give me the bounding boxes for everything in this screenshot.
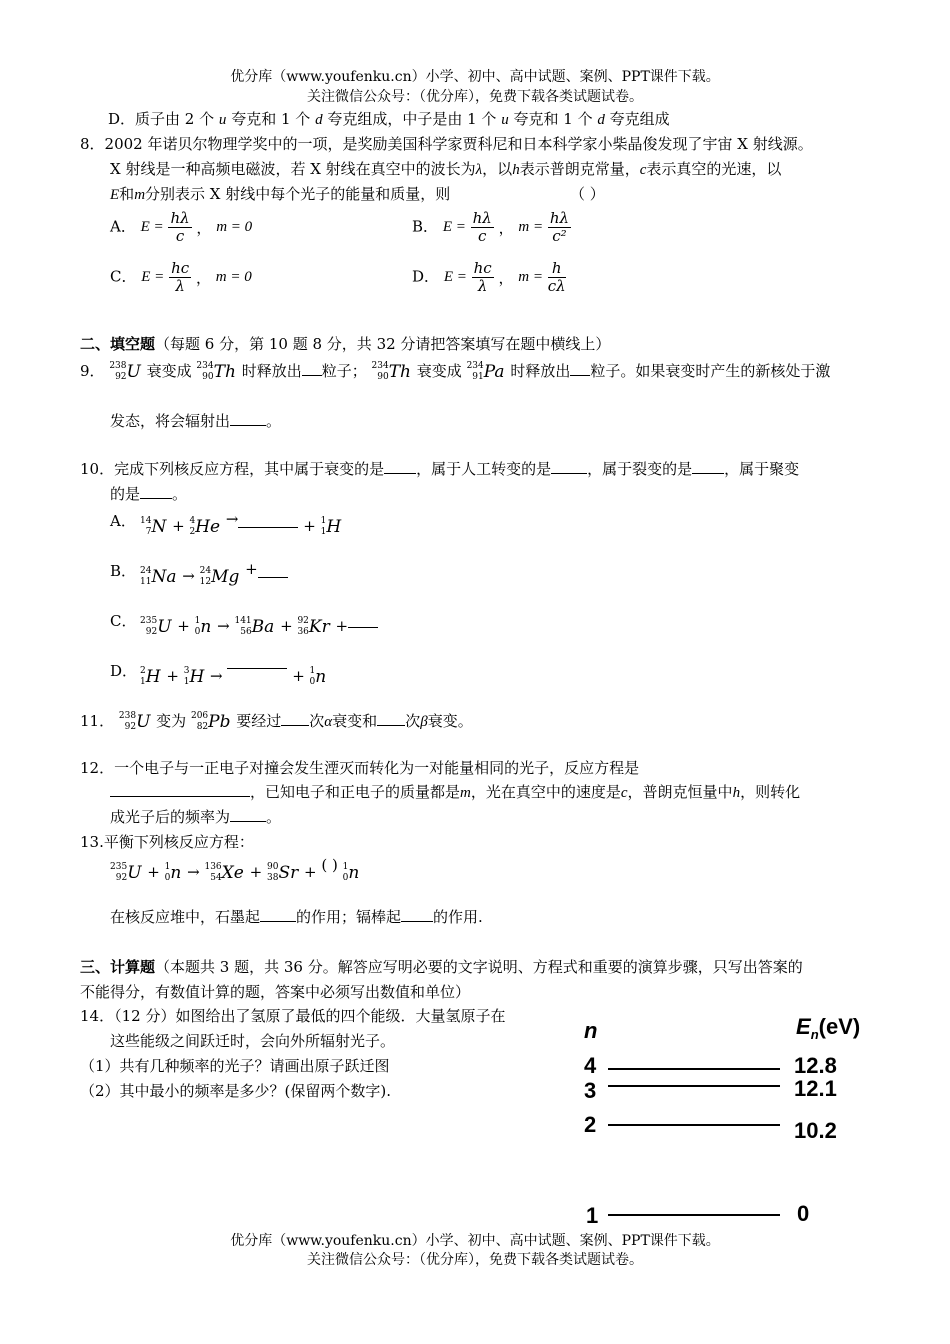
q13-title: 13.平衡下列核反应方程： (80, 833, 254, 851)
q12-line-2: ，已知电子和正电子的质量都是m，光在真空中的速度是c，普朗克恒量中h，则转化 (110, 781, 800, 802)
q8-option-b: B． E = $\frac{h\lambda}{c}$ ， m = $\frac{h\lambda}{\text{c²}}$ (412, 209, 570, 245)
footer-line-2: 关注微信公众号：（优分库），免费下载各类试题试卷。 (307, 1252, 643, 1268)
q8-line-3: E和m分别表示 X 射线中每个光子的能量和质量，则 (110, 185, 451, 203)
level-2-n: 2 (584, 1112, 597, 1137)
q10-reaction-d-eq: 2 1H + 3 1H → + 1 0n (140, 666, 327, 687)
diagram-n-label: n (584, 1018, 598, 1043)
q13-equation: 235 92U + 1 0n → 136 54Xe + 90 38Sr + ( ) 1 0n (110, 856, 360, 883)
q13-line-3: 在核反应堆中，石墨起 的作用；镉棒起 的作用. (110, 908, 483, 926)
q10-reaction-c: C． (110, 612, 137, 630)
q10-reaction-a: A． (110, 512, 136, 530)
level-4-energy: 12.8 (794, 1053, 837, 1078)
q8-option-a: A． E = $\frac{h\lambda}{c}$ ， m = 0 (110, 209, 253, 245)
q11: 11． 238 92U 变为 206 82Pb 要经过 次α衰变和 次β衰变。 (80, 711, 473, 732)
level-3-n: 3 (584, 1078, 597, 1103)
level-1-energy: 0 (797, 1201, 810, 1226)
q8-line-1: 8．2002 年诺贝尔物理学奖中的一项，是奖励美国科学家贾科尼和日本科学家小柴晶俊发现了宇宙 X 射线源。 (80, 135, 813, 153)
isotope-th234: 234 90Th (196, 361, 236, 382)
q10-line-1: 10．完成下列核反应方程，其中属于衰变的是 ，属于人工转变的是 ，属于裂变的是 ，属于聚变 (80, 460, 800, 478)
header-line-2: 关注微信公众号：（优分库），免费下载各类试题试卷。 (307, 89, 643, 105)
isotope-u238: 238 92U (109, 361, 141, 382)
q14-line-1: 14．（12 分）如图给出了氢原了最低的四个能级．大量氢原子在 (80, 1007, 506, 1025)
q8-line-2: X 射线是一种高频电磁波，若 X 射线在真空中的波长为λ，以h表示普朗克常量，c表示真空的光速，以 (110, 160, 782, 178)
level-4-line (608, 1068, 780, 1070)
q10-reaction-d: D． (110, 662, 138, 680)
q10-reaction-c-eq: 235 92U + 1 0n → 141 56Ba + 92 36Kr + (140, 616, 378, 638)
section-3-heading: 三、计算题（本题共 3 题，共 36 分。解答应写明必要的文字说明、方程式和重要的演算步骤，只写出答案的 (80, 958, 803, 976)
level-4-n: 4 (584, 1053, 597, 1078)
level-2-energy: 10.2 (794, 1118, 837, 1143)
q8-option-d: D． E = $\frac{hc}{\lambda}$ ， m = $\frac{h}{c\lambda}$ (412, 259, 566, 295)
q12-line-1: 12．一个电子与一正电子对撞会发生湮灭而转化为一对能量相同的光子，反应方程是 (80, 759, 640, 777)
q10-line-2: 的是 。 (110, 485, 188, 503)
level-2-line (608, 1124, 780, 1126)
footer-line-1: 优分库（www.youfenku.cn）小学、初中、高中试题、案例、PPT课件下载。 (230, 1233, 720, 1249)
q9-line-2: 发态，将会辐射出 。 (110, 412, 282, 430)
q8-option-c: C． E = $\frac{hc}{\lambda}$ ， m = 0 (110, 259, 252, 295)
q10-reaction-b-eq: 24 11Na → 24 12Mg + (140, 566, 288, 588)
q10-reaction-a-eq: 14 7N + 4 2He → + 1 1H (140, 510, 342, 537)
level-3-energy: 12.1 (794, 1076, 837, 1101)
isotope-th234-b: 234 90Th (371, 361, 411, 382)
section-3-desc-2: 不能得分，有数值计算的题，答案中必须写出数值和单位） (80, 983, 471, 1001)
diagram-e-label: $E_n(eV)$ (796, 1014, 861, 1042)
q14-question-2: （2）其中最小的频率是多少？(保留两个数字). (80, 1082, 392, 1100)
q10-reaction-b: B． (110, 562, 137, 580)
q7-option-d: D．质子由 2 个 u 夸克和 1 个 d 夸克组成，中子是由 1 个 u 夸克和 1 个 d 夸克组成 (108, 110, 670, 128)
section-2-heading: 二、填空题（每题 6 分，第 10 题 8 分，共 32 分请把答案填写在题中横线上） (80, 335, 611, 353)
level-3-line (608, 1085, 780, 1087)
isotope-pa234: 234 91Pa (466, 361, 505, 382)
q9-line-1: 9． 238 92U 衰变成 234 90Th 时释放出 粒子； 234 90Th 衰变成 234 91Pa 时释放出 粒子。如果衰变时产生的新核处于激 (80, 361, 831, 382)
q12-line-3: 成光子后的频率为 。 (110, 808, 282, 826)
level-1-line (608, 1214, 780, 1216)
q14-line-2: 这些能级之间跃迁时，会向外所辐射光子。 (110, 1032, 396, 1050)
header-line-1: 优分库（www.youfenku.cn）小学、初中、高中试题、案例、PPT课件下载。 (230, 69, 720, 85)
q14-question-1: （1）共有几种频率的光子？请画出原子跃迁图 (80, 1057, 390, 1075)
level-1-n: 1 (586, 1203, 599, 1228)
q8-answer-paren: （ ） (570, 185, 605, 203)
